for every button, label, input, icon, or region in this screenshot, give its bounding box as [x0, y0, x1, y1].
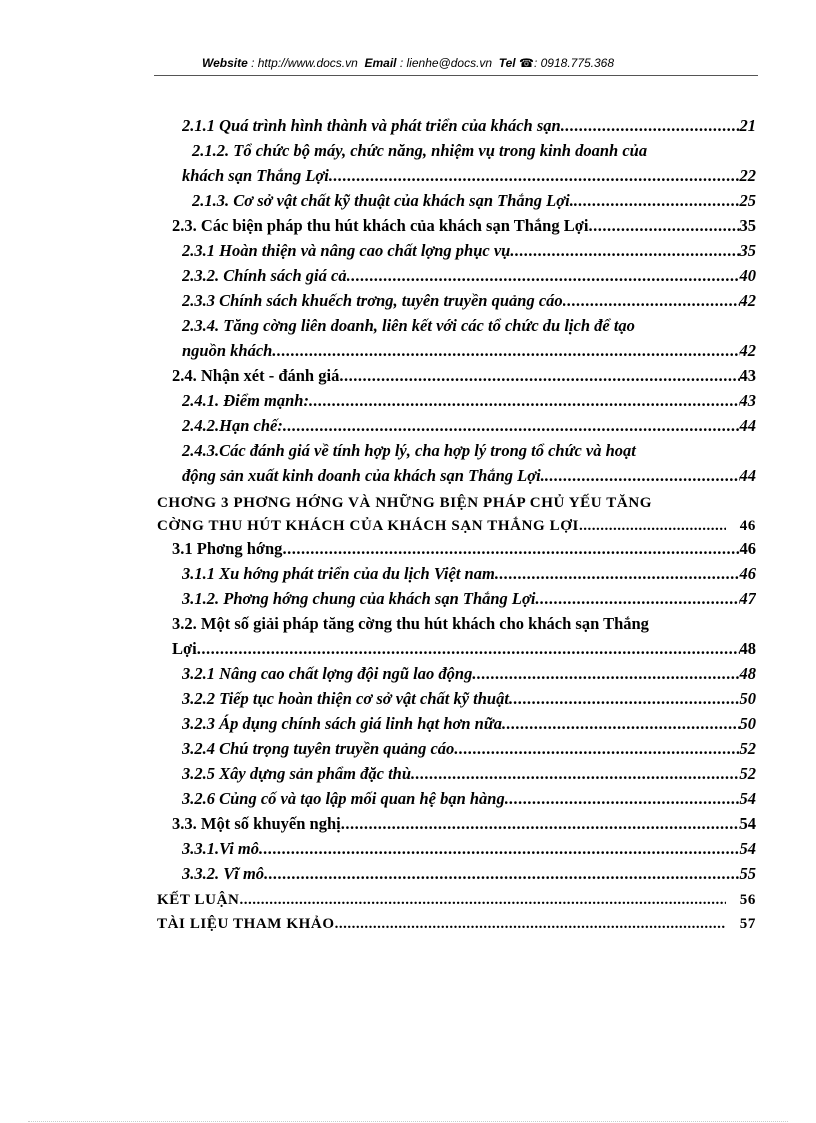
toc-line [0, 887, 816, 913]
toc-page-number: 21 [739, 116, 756, 135]
toc-page-number: 54 [739, 839, 756, 858]
toc-page-number: 22 [739, 166, 756, 185]
toc-leader [472, 661, 739, 687]
toc-line [0, 661, 816, 687]
toc-page-number: 57 [739, 916, 756, 932]
website-label: Website [201, 56, 248, 70]
toc-entry-text: 2.4.3.Các đánh giá về tính hợp lý, cha hợp lý trong tổ chức và hoạt [182, 441, 636, 460]
header-divider [154, 75, 758, 76]
toc-entry-text: 2.4. Nhận xét - đánh giá [172, 366, 340, 385]
toc-page-number: 52 [739, 764, 756, 783]
toc-leader [574, 188, 740, 214]
toc-leader [272, 338, 739, 364]
toc-leader [563, 288, 740, 314]
chapter-title: CHƠNG 3 PHƠNG HỚNG VÀ NHỮNG BIỆN PHÁP CHỦ YẾU TĂNG [157, 495, 653, 511]
toc-entry-text: 3.3.2. Vĩ mô [182, 864, 265, 883]
toc-entry-text: TÀI LIỆU THAM KHẢO [157, 916, 335, 932]
toc-entry-text: 3.1.1 Xu hớng phát triển của du lịch Việt nam [182, 564, 495, 583]
toc-page-number: 46 [739, 539, 756, 558]
toc-leader [335, 911, 726, 937]
toc-line [0, 711, 816, 737]
toc-entry-text: KẾT LUẬN [157, 892, 240, 908]
email-value: : lienhe@docs.vn [399, 56, 493, 70]
toc-line [0, 288, 816, 314]
toc-line [0, 413, 816, 439]
toc-entry-text: 3.2.1 Nâng cao chất lợng đội ngũ lao động [182, 664, 473, 683]
tel-value: : 0918.775.368 [533, 56, 615, 70]
toc-entry-text: 3.2.3 Áp dụng chính sách giá linh hạt hơn nữa [182, 714, 502, 733]
toc-page-number: 48 [739, 639, 756, 658]
toc-entry-text: 3.1.2. Phơng hớng chung của khách sạn Thắng Lợi [182, 589, 536, 608]
toc-entry-text: 2.1.2. Tổ chức bộ máy, chức năng, nhiệm vụ trong kinh doanh của [192, 141, 648, 160]
toc-line [0, 363, 816, 389]
page-bottom-border [28, 1121, 788, 1122]
toc-leader [259, 836, 739, 862]
toc-leader [561, 113, 740, 139]
toc-page-number: 40 [739, 266, 756, 285]
toc-leader [495, 561, 740, 587]
toc-line [0, 586, 816, 612]
toc-entry-text: 2.3.1 Hoàn thiện và nâng cao chất lợng phục vụ [182, 241, 511, 260]
toc-line [0, 138, 816, 164]
toc-line [0, 188, 816, 214]
toc-entry-text: CỜNG THU HÚT KHÁCH CỦA KHÁCH SẠN THẮNG LỢI [157, 518, 579, 534]
toc-leader [510, 238, 739, 264]
toc-line [0, 761, 816, 787]
toc-leader [454, 736, 739, 762]
toc-page-number: 46 [739, 518, 756, 534]
tel-label: Tel [498, 56, 516, 70]
toc-line [0, 338, 816, 364]
toc-line [0, 786, 816, 812]
toc-leader [545, 463, 740, 489]
toc-page-number: 43 [739, 366, 756, 385]
toc-page-number: 52 [739, 739, 756, 758]
toc-line [0, 438, 816, 464]
toc-page-number: 46 [739, 564, 756, 583]
toc-line [0, 561, 816, 587]
toc-line [0, 861, 816, 887]
toc-leader [283, 413, 740, 439]
toc-leader [309, 388, 740, 414]
toc-entry-text: 3.2.2 Tiếp tục hoàn thiện cơ sở vật chất kỹ thuật [182, 689, 509, 708]
toc-page-number: 44 [739, 416, 756, 435]
toc-leader [535, 586, 739, 612]
toc-page-number: 25 [739, 191, 756, 210]
toc-line [0, 686, 816, 712]
toc-entry-text: Lợi [172, 639, 197, 658]
toc-entry-text: 2.3.4. Tăng cờng liên doanh, liên kết với các tổ chức du lịch để tạo [182, 316, 635, 335]
toc-entry-text: 3.2.4 Chú trọng tuyên truyền quảng cáo [182, 739, 455, 758]
toc-leader [502, 711, 740, 737]
toc-line [0, 811, 816, 837]
toc-leader [411, 761, 739, 787]
toc-leader [347, 263, 740, 289]
toc-page-number: 47 [739, 589, 756, 608]
toc-entry-text: nguồn khách [182, 341, 273, 360]
toc-leader [329, 163, 740, 189]
toc-line [0, 463, 816, 489]
toc-entry-text: 3.3. Một số khuyến nghị [172, 814, 341, 833]
toc-entry-text: 2.1.3. Cơ sở vật chất kỹ thuật của khách sạn Thắng Lợi. [192, 191, 574, 210]
toc-page-number: 48 [739, 664, 756, 683]
website-value: : http://www.docs.vn [251, 56, 358, 70]
page-header [0, 56, 816, 70]
toc-line [0, 313, 816, 339]
toc-line [0, 736, 816, 762]
toc-entry-text: 3.3.1.Vi mô [182, 839, 260, 858]
toc-entry-text: 2.4.2.Hạn chế: [182, 416, 283, 435]
email-label: Email [364, 56, 397, 70]
toc-entry-text: khách sạn Thắng Lợi [182, 166, 329, 185]
toc-entry-text: 2.1.1 Quá trình hình thành và phát triển của khách sạn [182, 116, 561, 135]
toc-leader [239, 887, 725, 913]
toc-line [0, 611, 816, 637]
toc-page-number: 42 [739, 341, 756, 360]
toc-line [0, 911, 816, 937]
toc-entry-text: 2.4.1. Điểm mạnh: [182, 391, 309, 410]
toc-line [0, 836, 816, 862]
toc-line [0, 636, 816, 662]
toc-page-number: 50 [739, 689, 756, 708]
toc-leader [341, 811, 740, 837]
phone-icon: ☎ [519, 56, 534, 70]
toc-leader [509, 686, 740, 712]
toc-page-number: 35 [739, 241, 756, 260]
toc-entry-text: động sản xuất kinh doanh của khách sạn Thắng Lợi. [182, 466, 545, 485]
toc-entry-text: 3.2.5 Xây dựng sản phẩm đặc thù [182, 764, 412, 783]
toc-page-number: 50 [739, 714, 756, 733]
toc-line [0, 213, 816, 239]
toc-entry-text: 2.3.3 Chính sách khuếch trơng, tuyên truyền quảng cáo [182, 291, 563, 310]
toc-page-number: 56 [739, 892, 756, 908]
toc-page-number: 44 [739, 466, 756, 485]
toc-entry-text: 3.2. Một số giải pháp tăng cờng thu hút khách cho khách sạn Thắng [172, 614, 649, 633]
toc-entry-text: 3.1 Phơng hớng [172, 539, 283, 558]
toc-entry-text: 2.3. Các biện pháp thu hút khách của khách sạn Thắng Lợi [172, 216, 589, 235]
toc-page-number: 35 [739, 216, 756, 235]
toc-page-number: 54 [739, 814, 756, 833]
toc-line [0, 536, 816, 562]
toc-leader [264, 861, 739, 887]
toc-page-number: 42 [739, 291, 756, 310]
toc-line [0, 113, 816, 139]
toc-line [0, 163, 816, 189]
toc-entry-text: 3.2.6 Củng cố và tạo lập mối quan hệ bạn hàng [182, 789, 505, 808]
toc-line [0, 238, 816, 264]
toc-line [0, 263, 816, 289]
toc-entry-text: 2.3.2. Chính sách giá cả [182, 266, 347, 285]
toc-leader [588, 213, 739, 239]
toc-leader [339, 363, 739, 389]
toc-leader [505, 786, 740, 812]
toc-leader [197, 636, 740, 662]
toc-page-number: 43 [739, 391, 756, 410]
toc-leader [282, 536, 739, 562]
toc-page-number: 54 [739, 789, 756, 808]
toc-page-number: 55 [739, 864, 756, 883]
toc-line [0, 388, 816, 414]
